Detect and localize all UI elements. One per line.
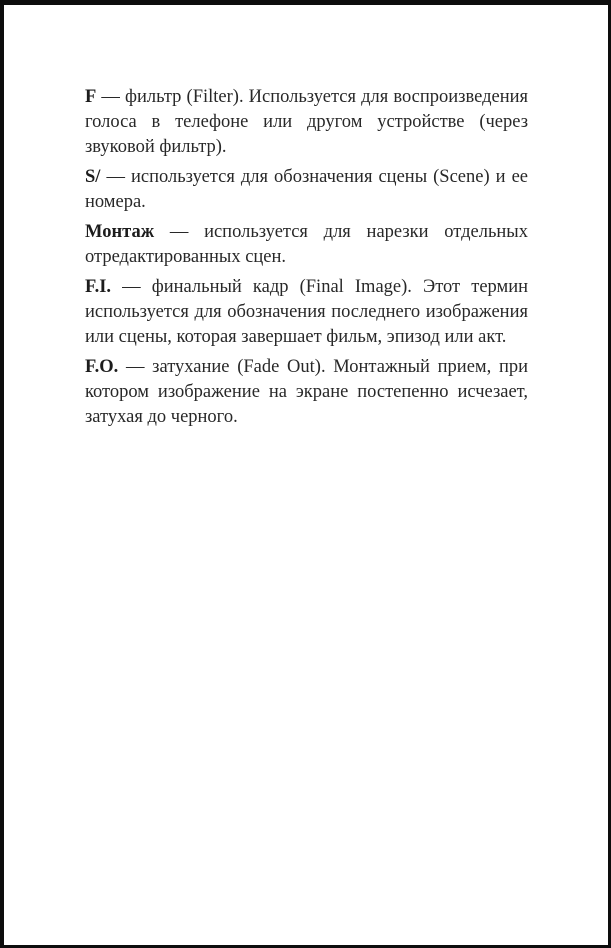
term-definition: — финальный кадр (Final Image). Этот термин используется для обозначения последнего изображения или сцены, которая завершает фильм, эпизод или акт. xyxy=(85,277,529,347)
glossary-entry xyxy=(85,165,528,215)
term-label: F.I. xyxy=(85,277,112,297)
term-label: S/ xyxy=(85,167,101,187)
term-label: F xyxy=(85,87,97,107)
glossary-entry xyxy=(85,220,528,270)
term-definition: — фильтр (Filter). Используется для воспроизведения голоса в телефоне или другом устройстве (через звуковой фильтр). xyxy=(85,87,529,157)
term-label: F.O. xyxy=(85,357,119,377)
term-label: Монтаж xyxy=(85,222,155,242)
glossary-entry xyxy=(85,355,528,430)
glossary-entry xyxy=(85,275,528,350)
glossary-entry xyxy=(85,85,528,160)
glossary-text-block xyxy=(4,5,608,430)
term-definition: — используется для обозначения сцены (Scene) и ее номера. xyxy=(85,167,528,212)
term-definition: — затухание (Fade Out). Монтажный прием, при котором изображение на экране постепенно исчезает, затухая до черного. xyxy=(85,357,528,427)
term-definition: — используется для нарезки отдельных отредактированных сцен. xyxy=(85,222,528,267)
book-page xyxy=(4,5,608,945)
